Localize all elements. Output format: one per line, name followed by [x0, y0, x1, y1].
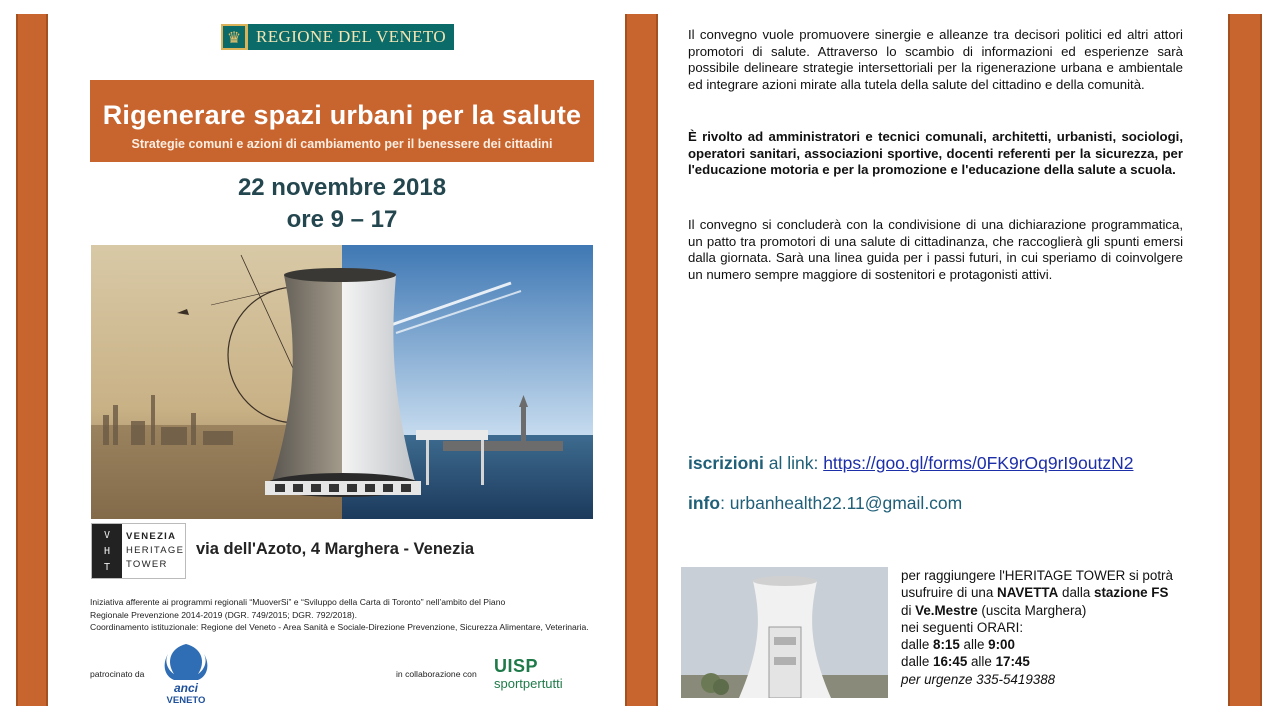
directions-f2: 16:45 [933, 654, 968, 670]
intro-paragraph: Il convegno vuole promuovere sinergie e alleanze tra decisori politici ed altri attori promotori di salute. Attraverso lo scambio di informazioni ed esperienze sarà possibile delineare strategie intersettoriali per la rigenerazione urbana e ambientale ed integrare azioni mirate alla tutela della salute del cittadino e della comunità. [688, 27, 1183, 93]
directions-line5 [901, 636, 1173, 653]
directions-a1: per raggiungere l'HERITAGE TOWER si potrà [901, 568, 1173, 583]
anci-veneto-text: VENETO [166, 695, 206, 706]
vht-letter-h: H [103, 545, 111, 557]
vht-letter-t: T [103, 561, 111, 573]
right-border-bar [1228, 14, 1262, 706]
directions-line2 [901, 584, 1173, 601]
directions-e4: 9:00 [988, 637, 1015, 653]
fine-print-line3: Coordinamento istituzionale: Regione del Veneto - Area Sanità e Sociale-Direzione Prevenzione, Sicurezza Alimentare, Veterinaria. [90, 622, 589, 632]
directions-line3 [901, 602, 1173, 619]
event-title: Rigenerare spazi urbani per la salute [102, 100, 582, 130]
fine-print [90, 596, 595, 634]
directions-e2: 8:15 [933, 637, 960, 653]
vht-letter-v: V [103, 529, 111, 541]
uisp-tagline: sportpertutti [494, 676, 563, 691]
lion-crest-icon: ♛ [221, 24, 247, 50]
shuttle-directions [901, 567, 1173, 688]
uisp-logo [494, 656, 563, 691]
directions-b1: usufruire di una [901, 585, 998, 601]
audience-paragraph: È rivolto ad amministratori e tecnici comunali, architetti, urbanisti, sociologi, operatori sanitari, associazioni sportive, docenti referenti per la sicurezza, per l'educazione motoria e per la promozione e l'educazione della salute a scuola. [688, 129, 1183, 178]
uisp-wordmark: UISP [494, 656, 539, 676]
directions-b3: dalla [1058, 585, 1095, 601]
collaborazione-label: in collaborazione con [396, 669, 477, 679]
info-label: info [688, 493, 721, 513]
directions-c3: (uscita Marghera) [977, 602, 1087, 618]
center-divider-bar [625, 14, 658, 706]
event-time: ore 9 – 17 [286, 206, 398, 233]
event-date: 22 novembre 2018 [237, 174, 447, 201]
vht-mark [92, 524, 122, 578]
venue-address: via dell'Azoto, 4 Marghera - Venezia [196, 540, 475, 558]
left-border-bar [16, 14, 48, 706]
heritage-tower-hero-image [91, 245, 593, 519]
venezia-heritage-tower-logo [91, 523, 186, 579]
directions-e1: dalle [901, 637, 934, 653]
directions-e3: alle [959, 637, 989, 653]
patrocinato-label: patrocinato da [90, 669, 145, 679]
regione-veneto-name: REGIONE DEL VENETO [247, 24, 454, 50]
directions-vemestre: Ve.Mestre [915, 602, 978, 618]
fine-print-line2: Regionale Prevenzione 2014-2019 (DGR. 749/2015; DGR. 792/2018). [90, 609, 358, 620]
directions-navetta: NAVETTA [997, 585, 1059, 601]
heritage-tower-photo [681, 567, 888, 698]
fine-print-line1: Iniziativa afferente ai programmi regionali “MuoverSi” e “Sviluppo della Carta di Toronto” nell’ambito del Piano [90, 597, 506, 607]
event-subtitle: Strategie comuni e azioni di cambiamento per il benessere dei cittadini [131, 137, 553, 151]
directions-stazione: stazione FS [1094, 585, 1169, 601]
info-email[interactable]: : urbanhealth22.11@gmail.com [720, 493, 963, 513]
hero-illustration [91, 245, 593, 519]
title-banner [90, 80, 594, 162]
vht-line3: TOWER [126, 559, 168, 570]
directions-line4 [901, 619, 1173, 636]
directions-line6 [901, 653, 1173, 670]
anci-text: anci [173, 681, 199, 695]
conclusion-paragraph: Il convegno si concluderà con la condivisione di una dichiarazione programmatica, un patto tra promotori di una salute di cittadinanza, che raccoglierà gli spunti emersi dalla giornata. Sarà una linea guida per i passi futuri, in cui speriamo di coinvolgere un numero sempre maggiore di sostenitori e protagonisti attivi. [688, 217, 1183, 283]
vht-wordmark [122, 524, 185, 578]
registration-mid: al link: [763, 453, 824, 473]
directions-f1: dalle [901, 654, 934, 670]
urgent-phone: per urgenze 335-5419388 [901, 671, 1056, 687]
directions-d1: nei seguenti ORARI: [901, 619, 1024, 635]
vht-line1: VENEZIA [126, 531, 177, 542]
directions-c1: di [901, 602, 916, 618]
directions-f3: alle [967, 654, 996, 670]
registration-line [688, 453, 1133, 474]
registration-label: iscrizioni [688, 453, 764, 473]
directions-f4: 17:45 [995, 654, 1030, 670]
directions-line1 [901, 567, 1173, 584]
anci-veneto-logo [160, 640, 212, 706]
regione-veneto-logo [221, 24, 454, 50]
info-line [688, 493, 962, 514]
directions-line7 [901, 671, 1173, 688]
vht-line2: HERITAGE [126, 545, 185, 556]
registration-link[interactable]: https://goo.gl/forms/0FK9rOq9rI9outzN2 [823, 453, 1134, 473]
